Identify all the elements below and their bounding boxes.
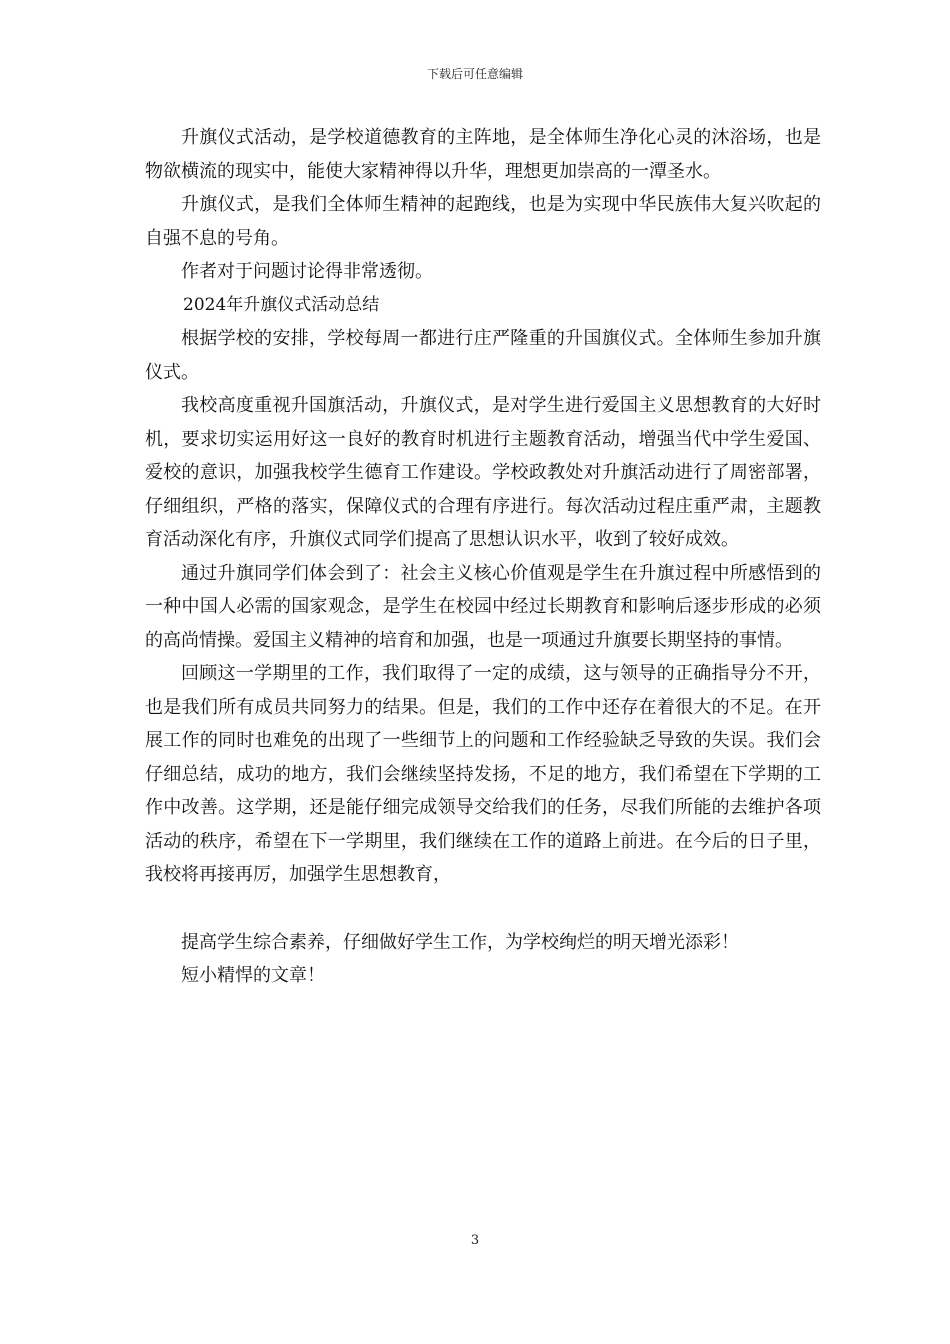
paragraph: 升旗仪式活动，是学校道德教育的主阵地，是全体师生净化心灵的沐浴场，也是物欲横流的现实中，能使大家精神得以升华，理想更加崇高的一潭圣水。 (145, 127, 821, 182)
paragraph: 我校高度重视升国旗活动，升旗仪式，是对学生进行爱国主义思想教育的大好时机，要求切实运用好这一良好的教育时机进行主题教育活动，增强当代中学生爱国、爱校的意识，加强我校学生德育工作建设。学校政教处对升旗活动进行了周密部署，仔细组织，严格的落实，保障仪式的合理有序进行。每次活动过程庄重严肃，主题教育活动深化有序，升旗仪式同学们提高了思想认识水平，收到了较好成效。 (145, 395, 821, 550)
paragraph: 短小精悍的文章！ (181, 965, 325, 986)
paragraph: 通过升旗同学们体会到了：社会主义核心价值观是学生在升旗过程中所感悟到的一种中国人必需的国家观念，是学生在校园中经过长期教育和影响后逐步形成的必须的高尚情操。爱国主义精神的培育和加强，也是一项通过升旗要长期坚持的事情。 (145, 562, 821, 651)
paragraph: 根据学校的安排，学校每周一都进行庄严隆重的升国旗仪式。全体师生参加升旗仪式。 (145, 328, 821, 383)
section-heading: 2024年升旗仪式活动总结 (183, 294, 380, 315)
page-header: 下载后可任意编辑 (426, 67, 523, 81)
page-number: 3 (470, 1233, 480, 1248)
paragraph: 提高学生综合素养，仔细做好学生工作，为学校绚烂的明天增光添彩！ (181, 931, 739, 953)
paragraph: 回顾这一学期里的工作，我们取得了一定的成绩，这与领导的正确指导分不开，也是我们所有成员共同努力的结果。但是，我们的工作中还存在着很大的不足。在开展工作的同时也难免的出现了一些细节上的问题和工作经验缺乏导致的失误。我们会仔细总结，成功的地方，我们会继续坚持发扬，不足的地方，我们希望在下学期的工作中改善。这学期，还是能仔细完成领导交给我们的任务，尽我们所能的去维护各项活动的秩序，希望在下一学期里，我们继续在工作的道路上前进。在今后的日子里，我校将再接再厉，加强学生思想教育， (145, 663, 821, 885)
paragraph: 作者对于问题讨论得非常透彻。 (181, 261, 433, 282)
document-body (145, 121, 821, 993)
paragraph: 升旗仪式，是我们全体师生精神的起跑线，也是为实现中华民族伟大复兴吹起的自强不息的号角。 (145, 194, 821, 249)
